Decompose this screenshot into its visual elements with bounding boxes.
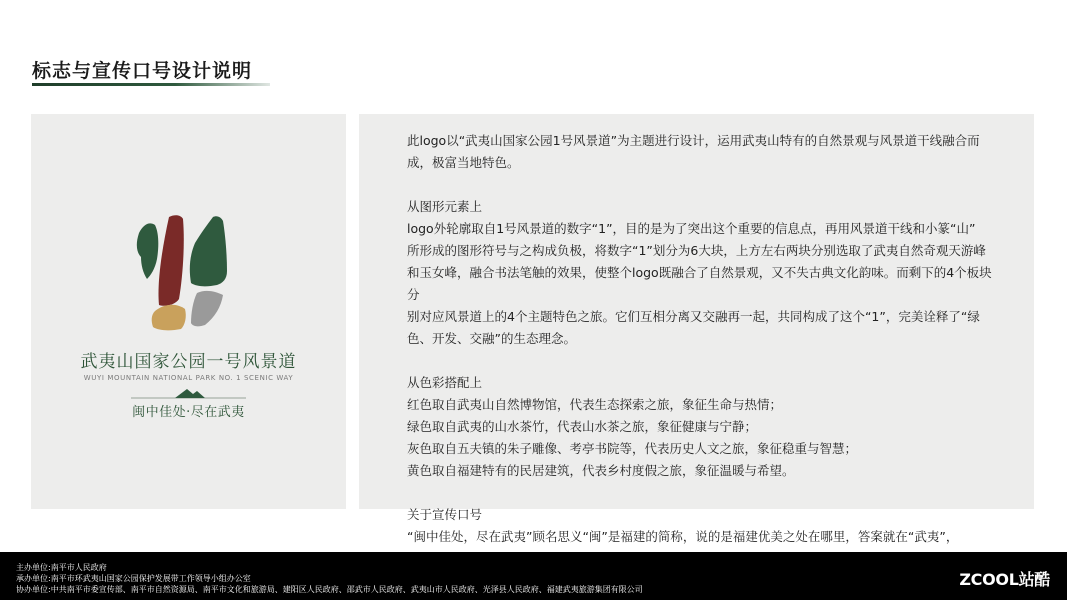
color-heading: 从色彩搭配上 — [407, 375, 483, 390]
slogan-line: “闽中佳处，尽在武夷”顾名思义“闽”是福建的简称，说的是福建优美之处在哪里，答案就在“武夷”， — [407, 529, 959, 544]
color-line: 灰色取自五夫镇的朱子雕像、考亭书院等，代表历史人文之旅，象征稳重与智慧； — [407, 441, 858, 456]
graphics-line: 所形成的图形符号与之构成负极，将数字“1”划分为6大块，上方左右两块分别选取了武夷自然奇观天游峰 — [407, 243, 986, 258]
slogan-heading: 关于宣传口号 — [407, 507, 483, 522]
logo-green-right-block — [190, 216, 227, 286]
title-underline — [32, 83, 270, 86]
wuyi-scenic-way-logo — [135, 213, 231, 331]
logo-slogan: 闽中佳处·尽在武夷 — [132, 405, 245, 420]
graphics-line: logo外轮廓取自1号风景道的数字“1”，目的是为了突出这个重要的信息点，再用风景道干线和小篆“山” — [407, 221, 976, 236]
graphics-heading: 从图形元素上 — [407, 199, 483, 214]
footer-host: 主办单位:南平市人民政府 — [16, 563, 107, 572]
zcool-logo: ZCOOL站酷 — [959, 570, 1050, 589]
color-line: 黄色取自福建特有的民居建筑，代表乡村度假之旅，象征温暖与希望。 — [407, 463, 795, 478]
intro-line: 成，极富当地特色。 — [407, 155, 520, 170]
logo-yellow-block — [152, 305, 186, 331]
graphics-line: 和玉女峰，融合书法笔触的效果，使整个logo既融合了自然景观，又不失古典文化韵味。而剩下的4个板块分 — [407, 265, 992, 302]
logo-name-en: WUYI MOUNTAIN NATIONAL PARK NO. 1 SCENIC WAY — [83, 374, 294, 382]
graphics-line: 色、开发、交融”的生态理念。 — [407, 331, 576, 346]
page-title: 标志与宣传口号设计说明 — [32, 60, 253, 82]
graphics-line: 别对应风景道上的4个主题特色之旅。它们互相分离又交融再一起，共同构成了这个“1”，完美诠释了“绿 — [407, 309, 980, 324]
mountain-line-icon — [131, 386, 246, 400]
logo-red-block — [158, 215, 183, 305]
logo-name-cn: 武夷山国家公园一号风景道 — [80, 352, 297, 372]
description-panel — [359, 114, 1034, 544]
logo-green-left-peak — [137, 223, 158, 279]
color-line: 绿色取自武夷的山水茶竹，代表山水茶之旅，象征健康与宁静； — [407, 419, 758, 434]
intro-line: 此logo以“武夷山国家公园1号风景道”为主题进行设计，运用武夷山特有的自然景观与风景道干线融合而 — [407, 133, 980, 148]
logo-gray-block — [191, 291, 223, 326]
footer — [0, 552, 1067, 600]
logo-panel — [31, 114, 346, 509]
footer-co-organizer: 协办单位:中共南平市委宣传部、南平市自然资源局、南平市文化和旅游局、建阳区人民政府、邵武市人民政府、武夷山市人民政府、光泽县人民政府、福建武夷旅游集团有限公司 — [16, 585, 643, 594]
color-line: 红色取自武夷山自然博物馆，代表生态探索之旅，象征生命与热情； — [407, 397, 783, 412]
description-content — [407, 130, 995, 570]
footer-organizer: 承办单位:南平市环武夷山国家公园保护发展带工作领导小组办公室 — [16, 574, 251, 583]
